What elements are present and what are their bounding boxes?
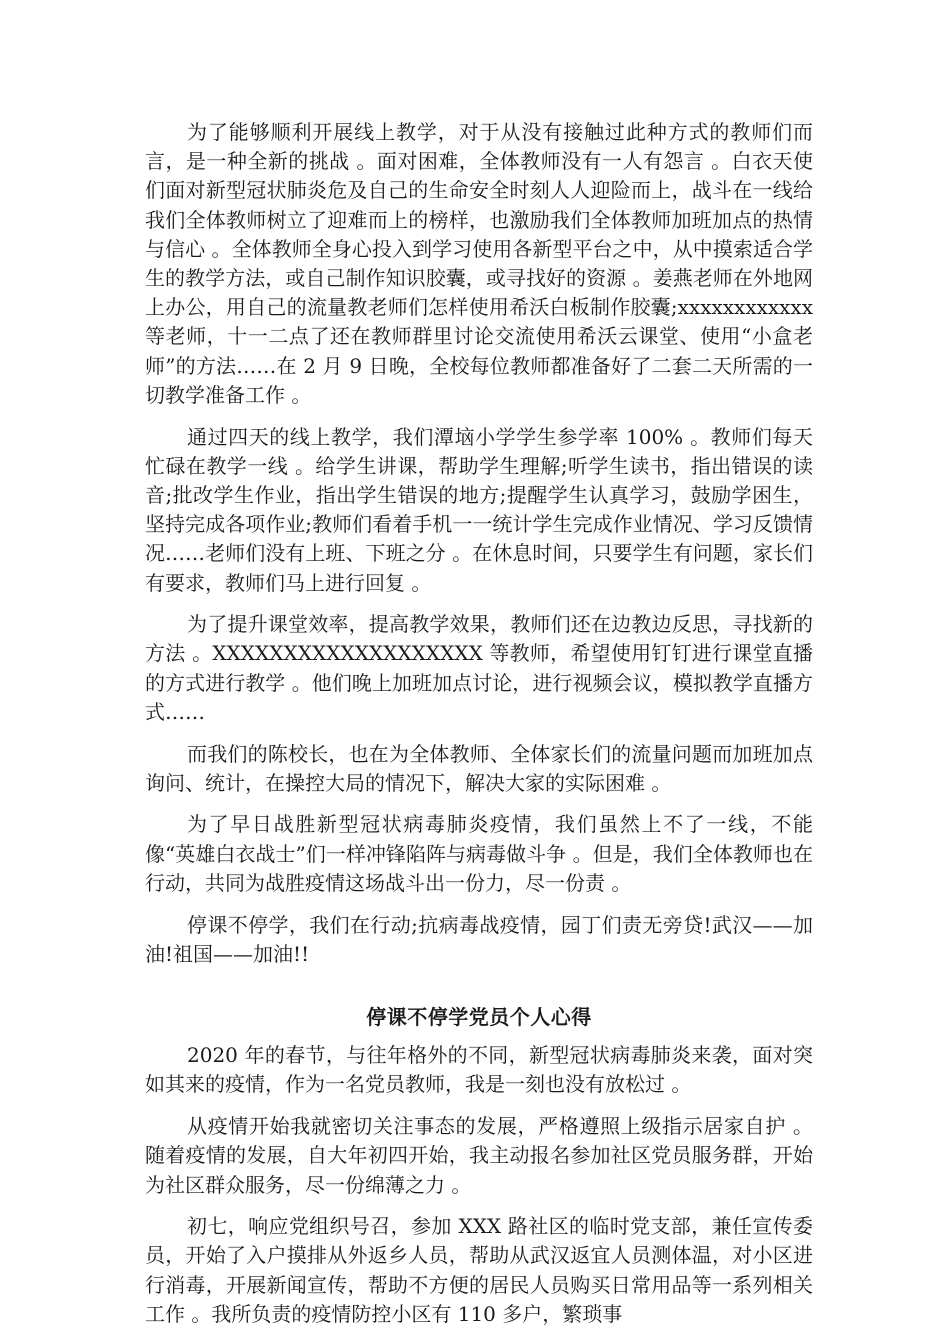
paragraph: 停课不停学，我们在行动;抗病毒战疫情，园丁们责无旁贷!武汉——加油!祖国——加油!! — [145, 912, 813, 966]
document-page — [145, 118, 813, 1342]
section-title: 停课不停学党员个人心得 — [366, 1004, 592, 1029]
paragraph: 从疫情开始我就密切关注事态的发展，严格遵照上级指示居家自护 。随着疫情的发展，自大年初四开始，我主动报名参加社区党员服务群，开始为社区群众服务，尽一份绵薄之力 。 — [145, 1114, 813, 1197]
paragraph: 2020 年的春节，与往年格外的不同，新型冠状病毒肺炎来袭，面对突如其来的疫情，作为一名党员教师，我是一刻也没有放松过 。 — [145, 1043, 813, 1097]
paragraph: 初七，响应党组织号召，参加 XXX 路社区的临时党支部，兼任宣传委员，开始了入户摸排从外返乡人员，帮助从武汉返宜人员测体温，对小区进行消毒，开展新闻宣传，帮助不方便的居民人员购买日常用品等一系列相关工作 。我所负责的疫情防控小区有 110 多户，繁琐事 — [145, 1214, 813, 1326]
paragraph: 为了能够顺利开展线上教学，对于从没有接触过此种方式的教师们而言，是一种全新的挑战 。面对困难，全体教师没有一人有怨言 。白衣天使们面对新型冠状肺炎危及自己的生命安全时刻人人迎险而上，战斗在一线给我们全体教师树立了迎难而上的榜样，也激励我们全体教师加班加点的热情与信心 。全体教师全身心投入到学习使用各新型平台之中，从中摸索适合学生的教学方法，或自己制作知识胶囊，或寻找好的资源 。姜燕老师在外地网上办公，用自己的流量教老师们怎样使用希沃白板制作胶囊;xxxxxxxxxxxx 等老师，十一二点了还在教师群里讨论交流使用希沃云课堂、使用“小盒老师”的方法……在 2 月 9 日晚，全校每位教师都准备好了二套二天所需的一切教学准备工作 。 — [145, 120, 813, 407]
paragraph: 为了提升课堂效率，提高教学效果，教师们还在边教边反思，寻找新的方法 。XXXXXXXXXXXXXXXXXXX 等教师，希望使用钉钉进行课堂直播的方式进行教学 。他们晚上加班加点讨论，进行视频会议，模拟教学直播方式…… — [145, 612, 813, 724]
paragraph: 而我们的陈校长，也在为全体教师、全体家长们的流量问题而加班加点询问、统计，在操控大局的情况下，解决大家的实际困难 。 — [145, 741, 813, 795]
paragraph: 为了早日战胜新型冠状病毒肺炎疫情，我们虽然上不了一线，不能像“英雄白衣战士”们一样冲锋陷阵与病毒做斗争 。但是，我们全体教师也在行动，共同为战胜疫情这场战斗出一份力，尽一份责 。 — [145, 812, 813, 895]
paragraph: 通过四天的线上教学，我们潭垴小学学生参学率 100% 。教师们每天忙碌在教学一线 。给学生讲课，帮助学生理解;听学生读书，指出错误的读音;批改学生作业，指出学生错误的地方;提醒学生认真学习，鼓励学困生，坚持完成各项作业;教师们看着手机一一统计学生完成作业情况、学习反馈情况……老师们没有上班、下班之分 。在休息时间，只要学生有问题，家长们有要求，教师们马上进行回复 。 — [145, 424, 813, 595]
